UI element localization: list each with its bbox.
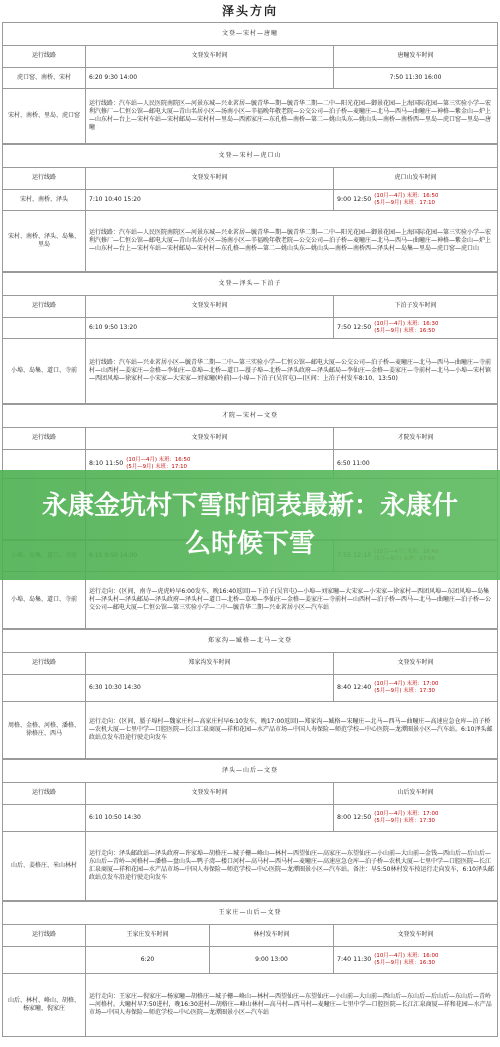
times-b-cell [334,805,498,832]
season-line-winter: (10月—4月) 末班：17:00 [374,680,439,687]
stops-cell: 宋村、南桥、泽头 [3,190,86,211]
times-b: 9:00 12:50 [337,195,372,203]
header-depart-b: 文登发车时间 [334,653,498,675]
season-line-winter: (10月—4月) 末班：16:00 [374,952,439,959]
route-description: 运行线路：汽车站—人民医院南院区—河景东城—兴业茗居—毓青华—期—毓青华二期—二中—阳光花园—御景花园—上海国际花园—第三实验小学—宏利汽修厂—仁恒公馆—邮电大厦—青山名居小区—汤南小区—辛福晚年敬老院—公交公司—泊子桥—麦疃庄—北马—西马—曲疃庄—神格—紫金山—炉上—山东村—台上—宋村车站—宋村邮局—宋村村—里岛—西郭家庄—东孔格—南桥—第二—姚山头东—姚山头—南桥—南桥西—里岛—虎口窑—里岛—唐疃 [86,89,498,144]
season-line-summer: (5月—9月) 末班：16:30 [374,960,435,966]
route-title: 王家庄—山后—文登 [3,902,498,925]
route-title: 文登—宋村—虎口山 [3,145,498,168]
header-route: 运行线路 [3,428,86,450]
header-depart-a: 文登发车时间 [86,296,334,318]
route-table-wendeng-songcun-tangtuan [2,22,498,144]
route-stops-cell: 宋村、南桥、泽头、岛集、里岛 [3,211,86,272]
route-description: 运行走向：(区间，蜃子埠村—魏家庄村—高家庄村早6:10发车，晚17:00返回)—郑家沟—臧格—宋疃庄—北马—西马—曲疃庄—高速应急仓库—泊子桥—农机大厦—七里中学—口腔医院—长江汇泉商厦—祥和花园—水产品市场—中国人寿保险—师范学校—中心医院—龙潭圈景小区—汽车站。6:10泽头邮政站点发车沿途行驶走向发车 [86,702,498,759]
season-line-winter: (10月—4月) 末班：16:50 [126,456,191,463]
header-route: 运行线路 [3,46,86,68]
article-title: 永康金坑村下雪时间表最新：永康什么时候下雪 [41,491,458,559]
times-b: 7:50 12:50 [337,323,372,331]
header-depart-c: 文登发车时间 [334,925,498,947]
route-title: 郑家沟—臧格—北马—文登 [3,630,498,653]
times-a: 6:10 10:50 14:30 [86,805,334,832]
route-table-zhengjiagou-zangge-wendeng [2,629,498,759]
document-title: 泽头方向 [221,4,278,18]
season-line-summer: (5月—9月) 末班：17:30 [374,818,435,824]
header-depart-b: 山后发车时间 [334,783,498,805]
route-table-wendeng-songcun-hukoushan [2,144,498,272]
header-route: 运行线路 [3,296,86,318]
times-a: 6:20 9:30 14:00 [86,68,334,89]
season-line-summer: (5月—9月) 末班：16:50 [374,328,435,334]
route-description: 运行线路：汽车站—人民医院南院区—河景东城—兴业茗居—毓青华—期—毓青华二期—二中—阳光花园—御景花园—上海国际花园—第三实验小学—宏利汽修厂—仁恒公馆—邮电大厦—青山名居小区—汤南小区—辛福晚年敬老院—公交公司—泊子桥—麦疃庄—北马—西马—曲疃庄—神格—紫金山—炉上—山东村—台上—宋村车站—宋村邮局—宋村村—东孔格—南桥—第二—姚山头东—姚山头—南桥—南桥西—泽头村—岛集—里岛—虎口窑—虎口山 [86,211,498,272]
header-depart-b: 唐疃发车时间 [334,46,498,68]
times-b: 8:00 12:50 [337,813,372,821]
header-route: 运行线路 [3,783,86,805]
header-depart-a: 郑家沟发车时间 [86,653,334,675]
times-a: 6:20 [86,947,210,974]
times-a: 6:30 10:30 14:30 [86,675,334,702]
header-route: 运行线路 [3,168,86,190]
header-depart-a: 王家庄发车时间 [86,925,210,947]
route-description: 运行走向：王家庄—倪家庄—杨家疃—胡格庄—城子栅—峰山—林村—西望仙庄—东望仙庄—小山前—大山前—西山后—东山后—后山后—东山后—青岭—河格村。大疃村早7:50进村，晚16:30进村—胡格庄—峰山林村—高马村—西马村—麦疃庄—七里中学—口腔医院—长江汇泉商厦—祥和花园—水产品市场—中国人寿保险—师范学校—中心医院—龙潭圈景小区—汽车站 [86,974,498,1037]
season-line-winter: (10月—4月) 末班：16:30 [374,320,439,327]
stops-cell [3,675,86,702]
route-table-wangjiazhuang-shanhou-wendeng [2,901,498,1037]
route-table-wendeng-zetou-xiabozi [2,272,498,404]
season-line-winter: (10月—4月) 末班：17:00 [374,810,439,817]
times-a: 6:10 9:50 13:20 [86,318,334,339]
times-b-cell [334,190,498,211]
header-depart-b: 林村发车时间 [210,925,334,947]
route-stops-cell: 周格、金格、河格、潘格、徐格庄、西马 [3,702,86,759]
times-b-cell [334,675,498,702]
route-stops-cell: 小埠、岛集、道口、寺前 [3,339,86,404]
header-route: 运行线路 [3,653,86,675]
header-depart-b: 下泊子发车时间 [334,296,498,318]
route-title: 才院—宋村—文登 [3,405,498,428]
header-depart-a: 文登发车时间 [86,428,334,450]
times-c-cell [334,947,498,974]
header-depart-b: 虎口山发车时间 [334,168,498,190]
season-line-winter: (10月—4月) 末班：16:50 [374,192,439,199]
header-route: 运行线路 [3,925,86,947]
times-b: 9:00 13:00 [210,947,334,974]
times-a: 8:10 11:50 [89,459,124,467]
route-stops-cell: 宋村、南桥、里岛、虎口窑 [3,89,86,144]
route-stops-cell: 山后、林村、峰山、胡格、杨家疃、倪家庄 [3,974,86,1037]
route-title: 文登—宋村—唐疃 [3,23,498,46]
route-stops-cell: 山后、姜格庄、米山林村 [3,832,86,901]
season-line-summer: (5月—9月) 末班：17:30 [374,688,435,694]
route-stops-cell: 小埠、岛集、道口、寺前 [3,572,86,629]
header-depart-b: 才院发车时间 [334,428,498,450]
season-line-summer: (5月—9月) 末班：17:10 [126,464,187,470]
header-depart-a: 文登发车时间 [86,168,334,190]
stops-cell [3,318,86,339]
stops-cell [3,947,86,974]
route-table-zetou-shanhou-wendeng [2,759,498,901]
route-title: 泽头—山后—文登 [3,760,498,783]
stops-cell [3,805,86,832]
times-b-cell [334,318,498,339]
season-line-summer: (5月—9月) 末班：17:10 [374,200,435,206]
stops-cell: 虎口窑、南桥、宋村 [3,68,86,89]
header-depart-a: 文登发车时间 [86,46,334,68]
times-a: 7:10 10:40 15:20 [86,190,334,211]
route-description: 运行线路：汽车站—兴业茗居小区—毓青华二期—二中—第三实验小学—仁恒公馆—邮电大厦—公交公司—泊子桥—麦疃庄—北马—西马—曲疃庄—寺前村—山西村—姜家庄—金格—李仙庄—草埠—北桥—道口—蜃子埠—北桥—泽头政府—泽头邮局—李仙庄—金格—姜家庄—寺前村—北马—小埠—宋村镇—西团风埠—徐家村—小宋家—大宋家—刘家疃(岭前)—小埠—下泊子(吴官屯)—(区间：上泊子村发车8:10、13:50) [86,339,498,404]
times-b: 6:50 11:00 [334,450,498,479]
route-description: 运行走向：泽头邮政站—泽头政府—许家埠—胡格庄—城子栅—峰山—林村—西望仙庄—高家庄—东望仙庄—小山前—大山前—金钱—西山后—后山后—东山后—青岭—河格村—潘格—盘山头—鸭子湾—楼口河村—高马村—西马村—麦疃庄—高速应急仓库—泊子桥—农机大厦—七里中学—口腔医院—长江汇泉商厦—祥和花园—水产品市场—中国人寿保险—师范学校—中心医院—龙潭圈景小区—汽车站。备注：早5:50林村发车按运行走向发车，6:10泽头邮政站点发车沿途行驶走向发车 [86,832,498,901]
header-depart-a: 文登发车时间 [86,783,334,805]
route-title: 文登—泽头—下泊子 [3,273,498,296]
times-b: 8:40 12:40 [337,683,372,691]
times-c: 7:40 11:30 [337,955,372,963]
article-title-banner [0,470,500,580]
route-description: 运行走向：(区间，南寺—虎虎岭早6:00发车，晚16:40返回)—下泊子(吴官屯)—小埠—刘家疃—大宋家—小宋家—徐家村—西团风埠—东团风埠—岛集村—泽头村—泽头邮局—泽头政府—泽头村—道口—北桥—草埠—李仙庄—金格—姜家庄—寺前村—山西村—泊子桥—西马—北马—曲疃庄—泊子桥—公交公司—邮电大厦—仁恒公馆—第三实验小学—二中—毓青华二期—兴业茗居小区—汽车站 [86,572,498,629]
times-b: 7:50 11:30 16:00 [334,68,498,89]
